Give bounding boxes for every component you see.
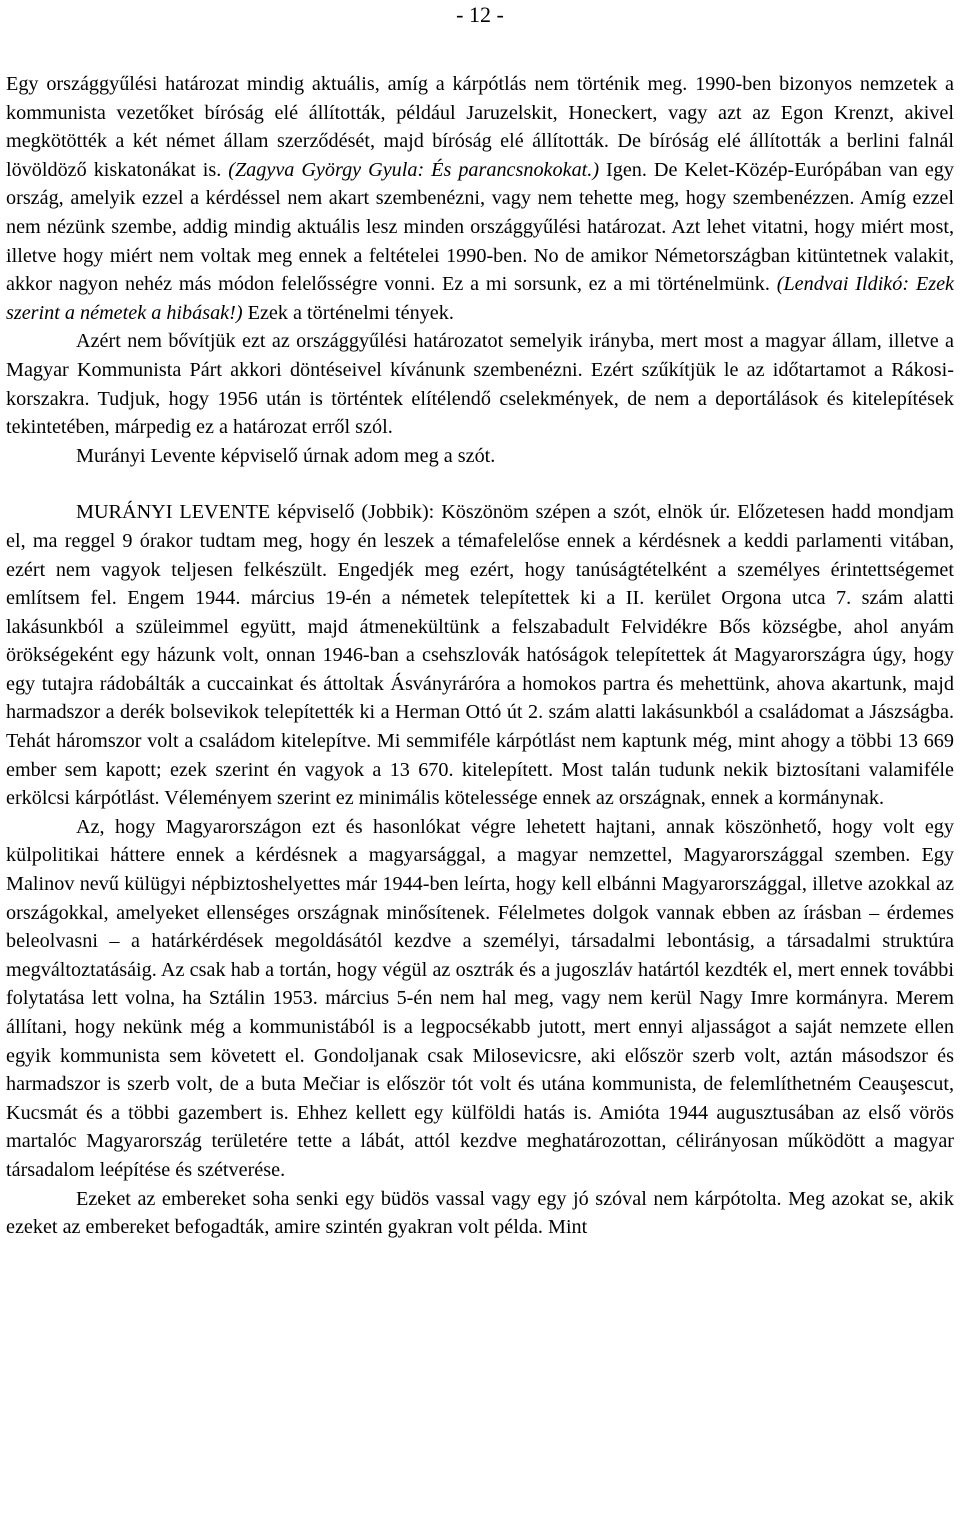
paragraph-spacer — [6, 470, 954, 498]
document-body — [6, 70, 954, 1242]
paragraph-text: Ezek a történelmi tények. — [242, 301, 454, 324]
page-number: - 12 - — [456, 2, 504, 27]
paragraph-intro — [6, 70, 954, 327]
interjection: (Lendvai Ildikó: Ezek szerint a németek a hibásak!) — [6, 273, 954, 324]
paragraph-speaker-call: Murányi Levente képviselő úrnak adom meg a szót. — [76, 444, 496, 467]
paragraph-scope: Azért nem bővítjük ezt az országgyűlési határozatot semelyik irányba, mert most a magyar állam, illetve a Magyar Kommunista Párt akkori döntéseivel kívánunk szembenézni. Ezért szűkítjük le az időtartamot a Rákosi-korszakra. Tudjuk, hogy 1956 után is történtek elítélendő cselekmények, de nem a deportálások és kitelepítések tekintetében, márpedig ez a határozat erről szól. — [6, 330, 954, 439]
paragraph-background: Az, hogy Magyarországon ezt és hasonlókat végre lehetett hajtani, annak köszönhető, hogy volt egy külpolitikai háttere ennek a kérdésnek a magyarsággal, a magyar nemzettel, Magyarországgal szemben. Egy Malinov nevű külügyi népbiztoshelyettes már 1944-ben leírta, hogy kell elbánni Magyarországgal, illetve azokkal az országokkal, amelyeket ellenséges országnak minősítenek. Félelmetes dolgok vannak ebben az írásban – érdemes beleolvasni – a határkérdések megoldásától kezdve a személyi, társadalmi lebontásig, a társadalmi struktúra megváltoztatásáig. Az csak hab a tortán, hogy végül az osztrák és a jugoszláv határtól kezdték el, mert ennek további folytatása lett volna, ha Sztálin 1953. március 5-én nem hal meg, vagy nem kerül Nagy Imre kormányra. Merem állítani, hogy nekünk még a kommunistából is a legpocsékabb jutott, mert ennyi aljasságot a saját nemzete ellen egyik kommunista sem követett el. Gondoljanak csak Milosevicsre, aki először szerb volt, aztán másodszor és harmadszor is szerb volt, de a buta Mečiar is először tót volt és utána kommunista, de felemlíthetném Ceauşescut, Kucsmát és a többi gazembert is. Ehhez kellett egy külföldi hatás is. Amióta 1944 augusztusában az első vörös martalóc Magyarország területére tette a lábát, attól kezdve meghatározottan, célirányosan működött a magyar társadalom leépítése és szétverése. — [6, 815, 954, 1181]
paragraph-closing: Ezeket az embereket soha senki egy büdös vassal vagy egy jó szóval nem kárpótolta. Meg azokat se, akik ezeket az embereket befogadták, amire szintén gyakran volt példa. Mint — [6, 1187, 954, 1239]
paragraph-text: Egy országgyűlési határozat mindig aktuális, amíg a kárpótlás nem történik meg. 1990-ben bizonyos nemzetek a kommunista vezetőket bíróság elé állították, például Jaruzelskit, Honeckert, vagy azt az Egon Krenzt, akivel megkötötték a két német állam szerződését, majd bíróság elé állították. De bíróság elé állították a berlini falnál lövöldöző kiskatonákat is. — [6, 73, 954, 181]
interjection: (Zagyva György Gyula: És parancsnokokat.) — [228, 158, 600, 181]
paragraph-text: Igen. De Kelet-Közép-Európában van egy ország, amelyik ezzel a kérdéssel nem akart szembenézni, vagy nem tehette meg, hogy szembenézzen. Amíg ezzel nem nézünk szembe, addig mindig aktuális lesz minden országgyűlési határozat. Azt lehet vitatni, hogy miért most, illetve hogy miért nem voltak meg ennek a feltételei 1990-ben. No de amikor Németországban kitüntetnek valakit, akkor nagyon nehéz más módon felelősségre vonni. Ez a mi sorsunk, ez a mi történelmünk. — [6, 158, 954, 296]
paragraph-speech: MURÁNYI LEVENTE képviselő (Jobbik): Köszönöm szépen a szót, elnök úr. Előzetesen hadd mondjam el, ma reggel 9 órakor tudtam meg, hogy én leszek a témafelelőse ennek a kérdésnek a keddi parlamenti vitában, ezért nem vagyok teljesen felkészült. Engedjék meg ezért, hogy tanúságtételként a személyes érintettségemet említsem fel. Engem 1944. március 19-én a németek telepítettek ki a II. kerület Orgona utca 7. szám alatti lakásunkból a szüleimmel együtt, majd átmenekültünk a felszabadult Felvidékre Bős községbe, ahol anyám örökségeként egy házunk volt, onnan 1946-ban a csehszlovák hatóságok telepítettek át Magyarországra úgy, hogy egy tutajra rádobálták a cuccainkat és áttoltak Ásványráróra a homokos partra és mehettünk, ahova akartunk, majd harmadszor a derék bolsevikok telepítették ki a Herman Ottó út 2. szám alatti lakásunkból a családomat a Jászságba. Tehát háromszor volt a családom kitelepítve. Mi semmiféle kárpótlást nem kaptunk még, mint ahogy a többi 13 669 ember sem kapott; ezek szerint én vagyok a 13 670. kitelepített. Most talán tudunk nekik biztosítani valamiféle erkölcsi kárpótlást. Véleményem szerint ez minimális kötelessége ennek az országnak, ennek a kormánynak. — [6, 501, 954, 810]
